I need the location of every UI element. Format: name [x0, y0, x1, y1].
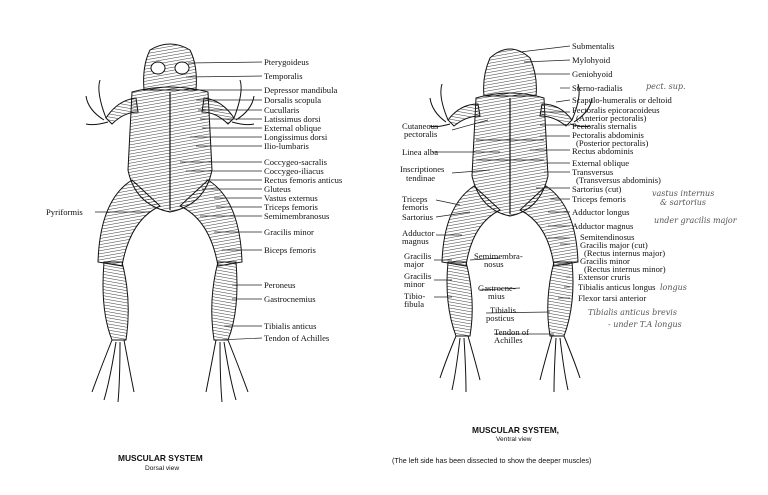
dorsal-label: Gracilis minor	[264, 227, 314, 237]
ventral-label-left: major	[404, 259, 425, 269]
dorsal-label: Vastus externus	[264, 193, 318, 203]
handwritten-note: - under T.A longus	[608, 320, 682, 329]
ventral-label-left: Linea alba	[402, 147, 439, 157]
ventral-label-left: Tibio-	[404, 291, 426, 301]
handwritten-note: vastus internus	[652, 189, 715, 198]
ventral-label: External oblique	[572, 158, 630, 168]
ventral-caption-note: (The left side has been dissected to show the deeper muscles)	[392, 456, 592, 465]
ventral-label: Pectoralis abdominis	[572, 130, 644, 140]
ventral-label: Transversus	[572, 167, 614, 177]
ventral-label: Geniohyoid	[572, 69, 613, 79]
ventral-label: Gracilis major (cut)	[580, 240, 648, 250]
ventral-label-center: Gastrocne-	[478, 283, 516, 293]
dorsal-label-left: Pyriformis	[46, 207, 83, 217]
ventral-label-left: pectoralis	[404, 129, 438, 139]
handwritten-note: under gracilis major	[654, 216, 737, 225]
ventral-caption-title: MUSCULAR SYSTEM,	[472, 425, 560, 435]
dorsal-label: Triceps femoris	[264, 202, 318, 212]
handwritten-note: longus	[660, 283, 687, 292]
ventral-label: Adductor longus	[572, 207, 630, 217]
dorsal-label: Latissimus dorsi	[264, 114, 321, 124]
ventral-label-center: Tibialis	[490, 305, 516, 315]
ventral-label: Sterno-radialis	[572, 83, 623, 93]
ventral-label-left: Gracilis	[404, 251, 432, 261]
handwritten-note: pect. sup.	[646, 82, 686, 91]
dorsal-caption-subtitle: Dorsal view	[145, 465, 180, 472]
ventral-label-left: Adductor	[402, 228, 435, 238]
ventral-label-center: nosus	[484, 259, 504, 269]
dorsal-label: Coccygeo-sacralis	[264, 157, 327, 167]
ventral-label: Sartorius (cut)	[572, 184, 622, 194]
dorsal-frog-figure	[86, 44, 254, 402]
ventral-label-left: fibula	[404, 299, 425, 309]
ventral-label-center: Tendon of	[494, 327, 529, 337]
dorsal-label: Dorsalis scopula	[264, 95, 322, 105]
dorsal-label: Cucullaris	[264, 105, 300, 115]
dorsal-label: Semimembranosus	[264, 211, 330, 221]
ventral-label-center: Semimembra-	[474, 251, 523, 261]
dorsal-label: Pterygoideus	[264, 57, 309, 67]
dorsal-label: Depressor mandibula	[264, 85, 338, 95]
ventral-label-left: tendinae	[406, 173, 436, 183]
ventral-label-left: magnus	[402, 236, 429, 246]
ventral-label: (Transversus abdominis)	[576, 175, 661, 185]
ventral-label-left: Cutaneous	[402, 121, 439, 131]
ventral-label-center: Achilles	[494, 335, 523, 345]
ventral-label: Extensor cruris	[578, 272, 631, 282]
ventral-label-left: femoris	[402, 202, 429, 212]
dorsal-label: Tibialis anticus	[264, 321, 317, 331]
dorsal-label: Ilio-lumbaris	[264, 141, 309, 151]
dorsal-label: Biceps femoris	[264, 245, 316, 255]
dorsal-label: Tendon of Achilles	[264, 333, 330, 343]
ventral-label: Tibialis anticus longus	[578, 282, 656, 292]
ventral-label-left: Gracilis	[404, 271, 432, 281]
ventral-label: Submentalis	[572, 41, 615, 51]
dorsal-label: Temporalis	[264, 71, 303, 81]
ventral-label: Rectus abdominis	[572, 146, 634, 156]
dorsal-caption-title: MUSCULAR SYSTEM	[118, 453, 203, 463]
dorsal-label: Longissimus dorsi	[264, 132, 328, 142]
dorsal-label: Rectus femoris anticus	[264, 175, 343, 185]
dorsal-label: Coccygeo-iliacus	[264, 166, 324, 176]
ventral-label: Triceps femoris	[572, 194, 626, 204]
ventral-label: (Anterior pectoralis)	[576, 113, 647, 123]
ventral-label: Mylohyoid	[572, 55, 611, 65]
ventral-label: Pectoralis epicoracoideus	[572, 105, 660, 115]
handwritten-note: & sartorius	[660, 198, 707, 207]
ventral-label: (Posterior pectoralis)	[576, 138, 649, 148]
ventral-caption-subtitle: Ventral view	[496, 436, 532, 443]
ventral-label-left: minor	[404, 279, 425, 289]
ventral-label: Flexor tarsi anterior	[578, 293, 647, 303]
ventral-label: Semitendinosus	[580, 232, 635, 242]
ventral-label-left: Sartorius	[402, 212, 434, 222]
ventral-label: Gracilis minor	[580, 256, 630, 266]
ventral-label: (Rectus internus minor)	[584, 264, 666, 274]
ventral-label-left: Triceps	[402, 194, 428, 204]
ventral-label: Adductor magnus	[572, 221, 634, 231]
dorsal-label: Gluteus	[264, 184, 291, 194]
ventral-label-center: posticus	[486, 313, 515, 323]
ventral-label: (Rectus internus major)	[584, 248, 666, 258]
ventral-label: Pectoralis sternalis	[572, 121, 637, 131]
ventral-label-left: Inscriptiones	[400, 164, 445, 174]
dorsal-label: Peroneus	[264, 280, 296, 290]
dorsal-label: External oblique	[264, 123, 322, 133]
handwritten-note: Tibialis anticus brevis	[588, 308, 677, 317]
ventral-label: Scapulo-humeralis or deltoid	[572, 95, 672, 105]
dorsal-label: Gastrocnemius	[264, 294, 316, 304]
ventral-label-center: mius	[488, 291, 505, 301]
